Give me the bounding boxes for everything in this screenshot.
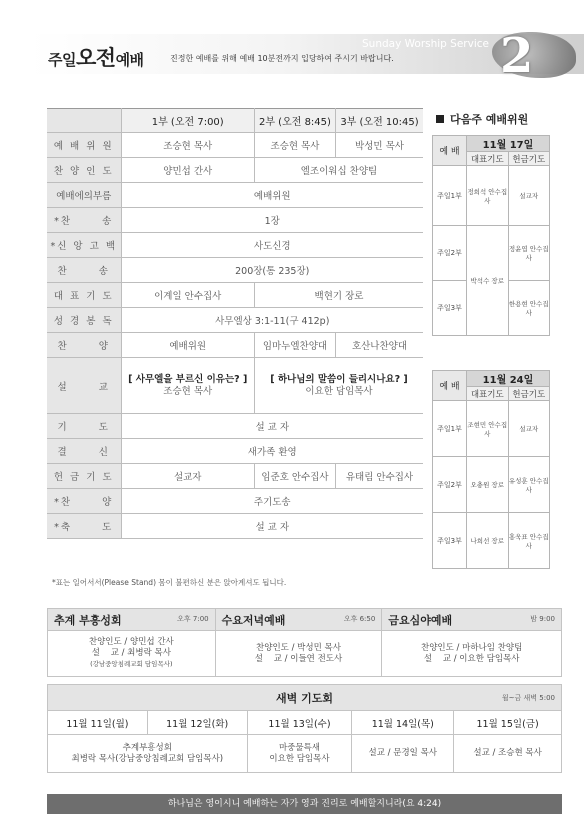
dawn-leader-5: 설교 / 조승현 목사 [454, 735, 562, 773]
revival-line3: (강남중앙침례교회 담임목사) [90, 660, 173, 668]
cell: 사도신경 [121, 233, 423, 258]
dawn-leader-4: 설교 / 문경일 목사 [352, 735, 454, 773]
row-label: 성 경 봉 독 [47, 308, 121, 333]
table-row [47, 489, 423, 514]
friday-title: 금요심야예배 [388, 613, 453, 627]
header-english: Sunday Worship Service [362, 38, 489, 50]
row-label: *축 도 [47, 514, 121, 539]
sermon-1 [122, 374, 254, 398]
cell: 설교자 [508, 166, 550, 226]
dawn-leader-3-line2: 이요한 담임목사 [269, 753, 330, 764]
worship-col-header: 예 배 [433, 136, 467, 166]
dawn-leader-12 [48, 735, 248, 773]
cell: 설교자 [508, 401, 550, 457]
bullet-square-icon [436, 115, 444, 123]
row-label: 대 표 기 도 [47, 283, 121, 308]
sermon-cell-23 [254, 358, 423, 414]
dawn-day: 11월 12일(화) [147, 711, 247, 735]
table-row [47, 308, 423, 333]
cell: 임준호 안수집사 [254, 464, 335, 489]
row-label: 주일2부 [433, 226, 467, 281]
cell: 홍욱표 안수집사 [508, 513, 550, 569]
table-row [47, 158, 423, 183]
table-row [47, 514, 423, 539]
friday-line1: 찬양인도 / 마하나임 찬양팀 [421, 642, 523, 653]
row-label: *찬 양 [47, 489, 121, 514]
revival-title: 추계 부흥성회 [54, 613, 122, 627]
revival-time: 오후 7:00 [177, 614, 209, 623]
row-label: 결 신 [47, 439, 121, 464]
cell: 호산나찬양대 [335, 333, 423, 358]
row-label: 예 배 위 원 [47, 133, 121, 158]
table-row [47, 208, 423, 233]
standing-note: *표는 일어서서(Please Stand) 몸이 불편하신 분은 앉아계셔도 됩니다. [52, 578, 287, 587]
revival-line2: 설 교 / 최병락 목사 [91, 648, 171, 658]
dawn-prayer-table [47, 684, 562, 773]
cell: 설 교 자 [121, 414, 423, 439]
header-subtitle: 진정한 예배를 위해 예배 10분전까지 입당하여 주시기 바랍니다. [170, 54, 394, 63]
table-row [47, 414, 423, 439]
table-row [47, 183, 423, 208]
row-label: 주일1부 [433, 401, 467, 457]
sermon-23-preacher: 이요한 담임목사 [305, 385, 373, 397]
header-corner [47, 109, 121, 133]
worship-col-header: 예 배 [433, 371, 467, 401]
wednesday-time: 오후 6:50 [343, 614, 376, 623]
sermon-23 [255, 374, 423, 398]
cell: 이계일 안수집사 [121, 283, 254, 308]
wednesday-line1: 찬양인도 / 박성민 목사 [256, 642, 341, 653]
row-label: 찬 양 [47, 333, 121, 358]
dawn-leader-12-line1: 추계부흥성회 [122, 742, 172, 753]
next-week-title [436, 111, 528, 127]
cell: 예배위원 [121, 183, 423, 208]
cell: 백현기 장로 [254, 283, 423, 308]
table-row [47, 258, 423, 283]
friday-line2: 설 교 / 이요한 담임목사 [423, 653, 520, 664]
row-label: 주일1부 [433, 166, 467, 226]
row-label: *신 앙 고 백 [47, 233, 121, 258]
wednesday-line2: 설 교 / 이들연 전도사 [254, 653, 343, 664]
col-prayer: 대표기도 [467, 152, 509, 166]
row-label: 주일3부 [433, 513, 467, 569]
page-header [0, 26, 584, 84]
cell: 엘조이워십 찬양팀 [254, 158, 423, 183]
next-week-title-text: 다음주 예배위원 [450, 113, 529, 126]
table-row [47, 283, 423, 308]
wednesday-header [215, 609, 382, 631]
cell: 임마누엘찬양대 [254, 333, 335, 358]
table-row [47, 439, 423, 464]
cell: 유성훈 안수집사 [508, 457, 550, 513]
dawn-leader-12-line2: 최병락 목사(강남중앙침례교회 담임목사) [71, 753, 224, 764]
row-label: 설 교 [47, 358, 121, 414]
cell: 유태림 안수집사 [335, 464, 423, 489]
row-label: 주일3부 [433, 281, 467, 336]
title-big: 오전 [75, 46, 116, 70]
cell: 한용현 안수집사 [508, 281, 550, 336]
cell: 조승현 목사 [254, 133, 335, 158]
cell: 사무엘상 3:1-11(구 412p) [121, 308, 423, 333]
sermon-23-title: [ 하나님의 말씀이 들리시나요? ] [270, 373, 408, 385]
dawn-day: 11월 15일(금) [454, 711, 562, 735]
cell: 박성민 목사 [335, 133, 423, 158]
sermon-1-preacher: 조승현 목사 [163, 385, 213, 397]
cell: 박석수 장로 [467, 226, 509, 336]
row-label: 찬 양 인 도 [47, 158, 121, 183]
service-2-header: 2부 (오전 8:45) [254, 109, 335, 133]
weekday-services-table [47, 608, 562, 677]
dawn-leader-3 [247, 735, 352, 773]
cell: 예배위원 [121, 333, 254, 358]
wednesday-title: 수요저녁예배 [221, 613, 286, 627]
col-offering: 헌금기도 [508, 152, 550, 166]
service-3-header: 3부 (오전 10:45) [335, 109, 423, 133]
service-1-header: 1부 (오전 7:00) [121, 109, 254, 133]
col-prayer: 대표기도 [467, 387, 509, 401]
dawn-day: 11월 14일(목) [352, 711, 454, 735]
row-label: 주일2부 [433, 457, 467, 513]
cell: 정윤엽 안수집사 [508, 226, 550, 281]
cell: 양민섭 간사 [121, 158, 254, 183]
friday-header [382, 609, 562, 631]
revival-body [48, 631, 216, 677]
sermon-cell-1 [121, 358, 254, 414]
next-week-table-1 [432, 135, 550, 336]
cell: 새가족 환영 [121, 439, 423, 464]
friday-time: 밤 9:00 [530, 614, 555, 623]
row-label: 예배에의부름 [47, 183, 121, 208]
title-prefix: 주일 [48, 51, 76, 69]
order-of-worship-table [47, 108, 423, 539]
week-date: 11월 17일 [467, 136, 550, 152]
dawn-title: 새벽 기도회 [276, 691, 333, 705]
cell: 조현민 안수집사 [467, 401, 509, 457]
week-date: 11월 24일 [467, 371, 550, 387]
cell: 설교자 [121, 464, 254, 489]
sermon-1-title: [ 사무엘을 부르신 이유는? ] [128, 373, 248, 385]
row-label: *찬 송 [47, 208, 121, 233]
cell: 주기도송 [121, 489, 423, 514]
row-label: 헌 금 기 도 [47, 464, 121, 489]
row-label: 찬 송 [47, 258, 121, 283]
page-title [48, 42, 144, 72]
cell: 설 교 자 [121, 514, 423, 539]
col-offering: 헌금기도 [508, 387, 550, 401]
revival-header [48, 609, 216, 631]
table-row [47, 233, 423, 258]
cell: 오충원 장로 [467, 457, 509, 513]
table-row [47, 333, 423, 358]
dawn-day: 11월 11일(월) [48, 711, 148, 735]
cell: 정희석 안수집사 [467, 166, 509, 226]
dawn-time: 월~금 새벽 5:00 [501, 694, 555, 702]
friday-body [382, 631, 562, 677]
row-label: 기 도 [47, 414, 121, 439]
cell: 200장(통 235장) [121, 258, 423, 283]
dawn-header [48, 685, 562, 711]
footer-verse: 하나님은 영이시니 예배하는 자가 영과 진리로 예배할지니라(요 4:24) [47, 794, 562, 814]
dawn-leader-3-line1: 마중물특새 [278, 742, 321, 753]
table-row [47, 464, 423, 489]
wednesday-body [215, 631, 382, 677]
dawn-day: 11월 13일(수) [247, 711, 352, 735]
table-row [47, 133, 423, 158]
revival-line1: 찬양인도 / 양민섭 간사 [88, 637, 174, 647]
table-row-sermon [47, 358, 423, 414]
cell: 조승현 목사 [121, 133, 254, 158]
page-number: 2 [500, 28, 534, 84]
cell: 1장 [121, 208, 423, 233]
next-week-table-2 [432, 370, 550, 569]
title-suffix: 예배 [115, 51, 144, 69]
cell: 나희선 장로 [467, 513, 509, 569]
table-header-row [47, 109, 423, 133]
